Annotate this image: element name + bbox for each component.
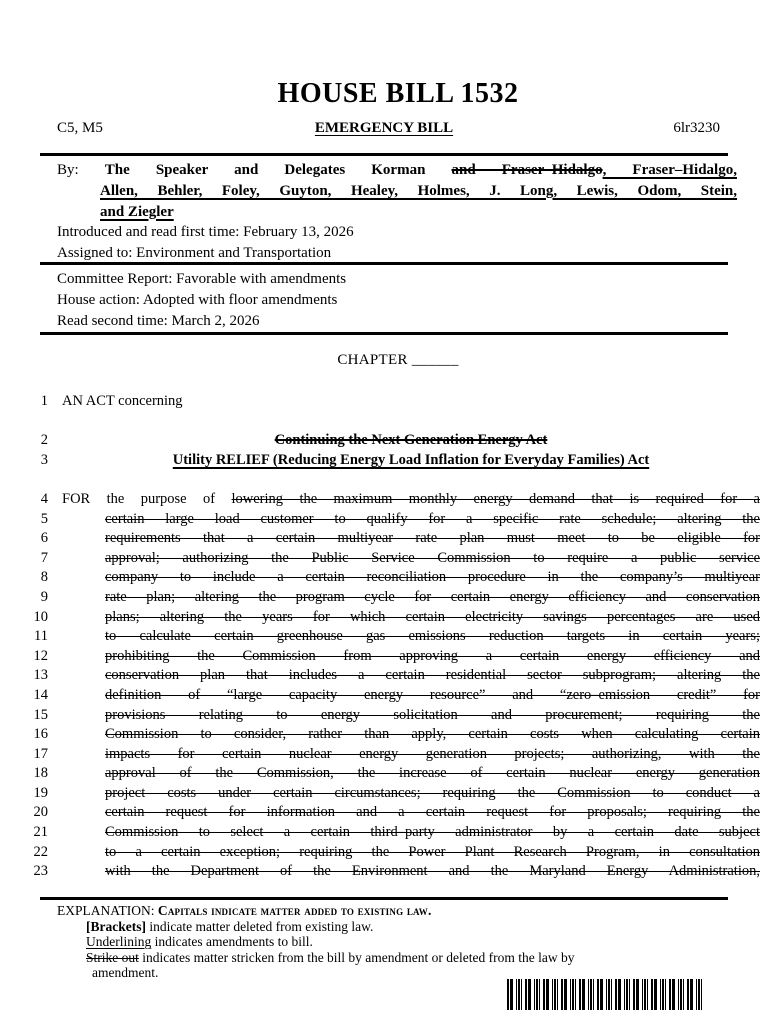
text-line (57, 919, 737, 935)
text-segment: with the Department of the Environment and the Maryland Energy Administration, (105, 863, 760, 880)
line-number: 16 (33, 726, 48, 743)
text-segment: indicates amendments to bill. (151, 934, 313, 950)
text-segment: Commission to select a certain third–party administrator by a certain date subject (105, 824, 760, 841)
text-segment: conservation plan that includes a certain residential sector subprogram; altering the (105, 667, 760, 684)
text-line (28, 647, 760, 667)
divider-rule-header (40, 153, 728, 156)
divider-rule-footer (40, 897, 728, 900)
line-text (57, 160, 737, 181)
text-line (57, 903, 737, 919)
text-line (28, 431, 760, 451)
line-text (57, 919, 737, 935)
text-segment: plans; altering the years for which certain electricity savings percentages are used (105, 608, 760, 625)
bill-lines (28, 392, 760, 882)
text-segment: Utility RELIEF (Reducing Energy Load Inflation for Everyday Families) Act (172, 451, 650, 468)
line-number: 8 (40, 569, 48, 586)
chapter-line: CHAPTER ______ (337, 352, 459, 368)
text-line (28, 666, 760, 686)
text-segment: and Ziegler (100, 203, 174, 220)
subject-code: C5, M5 (57, 120, 103, 136)
text-segment: [Brackets] (86, 918, 146, 934)
line-number: 4 (40, 490, 48, 507)
divider-rule-committee (40, 332, 728, 335)
sponsor-lines (57, 160, 737, 264)
line-number: 9 (40, 588, 48, 605)
text-segment: requirements that a certain multiyear rate plan must meet to be eligible for (105, 530, 760, 547)
text-segment: By: (57, 162, 105, 178)
text-segment: certain large load customer to qualify for a specific rate schedule; altering the (105, 510, 760, 527)
line-number: 12 (33, 647, 48, 664)
line-number: 14 (33, 686, 48, 703)
text-segment: Continuing the Next Generation Energy Act (274, 432, 548, 449)
text-line (28, 764, 760, 784)
line-text (62, 686, 760, 706)
text-segment: Assigned to: Environment and Transportation (57, 245, 332, 262)
text-segment: Commission to consider, rather than apply, certain costs when calculating certain (105, 726, 760, 743)
line-text (62, 588, 760, 608)
text-line (28, 568, 760, 588)
line-text (62, 608, 760, 628)
text-segment: rate plan; altering the program cycle for certain energy efficiency and conservation (105, 588, 760, 605)
text-segment: FOR the purpose of (62, 490, 232, 507)
text-segment: Capitals indicate matter added to existing law. (157, 903, 432, 918)
line-text (62, 568, 760, 588)
text-line (28, 451, 760, 471)
text-line (57, 181, 737, 202)
line-text (62, 431, 760, 451)
line-text (62, 823, 760, 843)
text-line (57, 243, 737, 264)
text-segment: project costs under certain circumstances; requiring the Commission to conduct a (105, 784, 760, 801)
emergency-label: EMERGENCY BILL (314, 120, 454, 136)
line-text (62, 745, 760, 765)
line-number: 18 (33, 765, 48, 782)
line-number: 1 (40, 393, 48, 409)
line-text (62, 706, 760, 726)
text-segment: to calculate certain greenhouse gas emissions reduction targets in certain years; (105, 628, 760, 645)
text-segment: definition of “large capacity energy resource” and “zero–emission credit” for (105, 686, 760, 703)
line-text (57, 202, 737, 223)
line-text (62, 862, 760, 882)
text-line (28, 608, 760, 628)
text-segment: Underlining (86, 934, 152, 950)
line-text (62, 529, 760, 549)
line-number: 11 (34, 628, 48, 645)
divider-rule-sponsor (40, 262, 728, 265)
text-line (57, 202, 737, 223)
line-number: 15 (33, 706, 48, 723)
line-text (57, 950, 737, 966)
line-text (62, 843, 760, 863)
text-line (57, 934, 737, 950)
text-line (28, 725, 760, 745)
text-segment: The Speaker and Delegates Korman (104, 162, 452, 178)
text-segment: Introduced and read first time: February 13, 2026 (57, 224, 354, 241)
line-number: 6 (40, 530, 48, 547)
bill-title: HOUSE BILL 1532 (277, 78, 519, 109)
line-text (62, 803, 760, 823)
text-segment: AN ACT concerning (62, 393, 183, 409)
line-number: 2 (40, 432, 48, 449)
text-line (57, 160, 737, 181)
text-segment: lowering the maximum monthly energy demand that is required for a (231, 490, 760, 507)
committee-report-line: Committee Report: Favorable with amendments (57, 271, 347, 287)
text-segment: certain request for information and a certain request for proposals; requiring the (105, 804, 760, 821)
text-line (57, 950, 737, 966)
line-number: 19 (33, 784, 48, 801)
line-text (62, 666, 760, 686)
second-reading-line: Read second time: March 2, 2026 (57, 313, 260, 329)
text-line (57, 222, 737, 243)
text-line (28, 529, 760, 549)
text-segment: amendment. (92, 965, 159, 981)
line-number: 10 (33, 608, 48, 625)
explanation-lines (57, 903, 737, 981)
text-line (28, 823, 760, 843)
line-text (62, 764, 760, 784)
line-text (62, 490, 760, 510)
text-segment: , Fraser–Hidalgo, (602, 162, 737, 178)
text-line (28, 549, 760, 569)
line-number: 23 (33, 863, 48, 880)
text-line (28, 588, 760, 608)
text-segment: indicates matter stricken from the bill by amendment or deleted from the law by (138, 949, 575, 965)
line-text (62, 647, 760, 667)
text-line (28, 745, 760, 765)
text-segment: impacts for certain nuclear energy generation projects; authorizing, with the (105, 745, 760, 762)
text-line (28, 862, 760, 882)
barcode (507, 979, 703, 1010)
line-number: 20 (33, 804, 48, 821)
text-line (28, 490, 760, 510)
text-line (28, 784, 760, 804)
line-number: 21 (33, 824, 48, 841)
line-text (62, 510, 760, 530)
text-segment: approval; authorizing the Public Service Commission to require a public service (105, 549, 760, 566)
line-text (57, 243, 737, 264)
text-segment: company to include a certain reconciliation procedure in the company’s multiyear (105, 569, 760, 586)
line-number: 5 (40, 510, 48, 527)
line-number: 22 (33, 843, 48, 860)
line-text (57, 934, 737, 950)
text-line (28, 510, 760, 530)
line-text (62, 451, 760, 471)
text-segment: to a certain exception; requiring the Power Plant Research Program, in consultation (105, 843, 760, 860)
text-line (28, 803, 760, 823)
line-number: 3 (40, 451, 48, 468)
text-line (28, 843, 760, 863)
draft-number: 6lr3230 (673, 120, 720, 136)
text-line (28, 706, 760, 726)
line-text (62, 725, 760, 745)
text-segment: indicate matter deleted from existing law. (145, 918, 374, 934)
text-segment: and Fraser–Hidalgo (451, 162, 603, 178)
text-segment: prohibiting the Commission from approving a certain energy efficiency and (105, 647, 760, 664)
line-text (62, 784, 760, 804)
committee-block (57, 269, 737, 332)
line-text (57, 903, 737, 919)
text-segment: EXPLANATION: (57, 903, 158, 918)
header-row (40, 120, 756, 140)
house-action-line: House action: Adopted with floor amendments (57, 292, 338, 308)
text-line (28, 392, 760, 412)
text-line (28, 627, 760, 647)
line-text (57, 222, 737, 243)
line-number: 17 (33, 745, 48, 762)
line-text (62, 549, 760, 569)
line-text (62, 627, 760, 647)
line-text (57, 181, 737, 202)
text-segment: Strike out (86, 949, 139, 965)
text-segment: provisions relating to energy solicitation and procurement; requiring the (105, 706, 760, 723)
text-line (28, 686, 760, 706)
text-segment: Allen, Behler, Foley, Guyton, Healey, Holmes, J. Long, Lewis, Odom, Stein, (100, 182, 737, 199)
line-number: 13 (33, 667, 48, 684)
line-number: 7 (40, 549, 48, 566)
text-segment: approval of the Commission, the increase of certain nuclear energy generation (105, 765, 760, 782)
line-text (62, 392, 760, 412)
